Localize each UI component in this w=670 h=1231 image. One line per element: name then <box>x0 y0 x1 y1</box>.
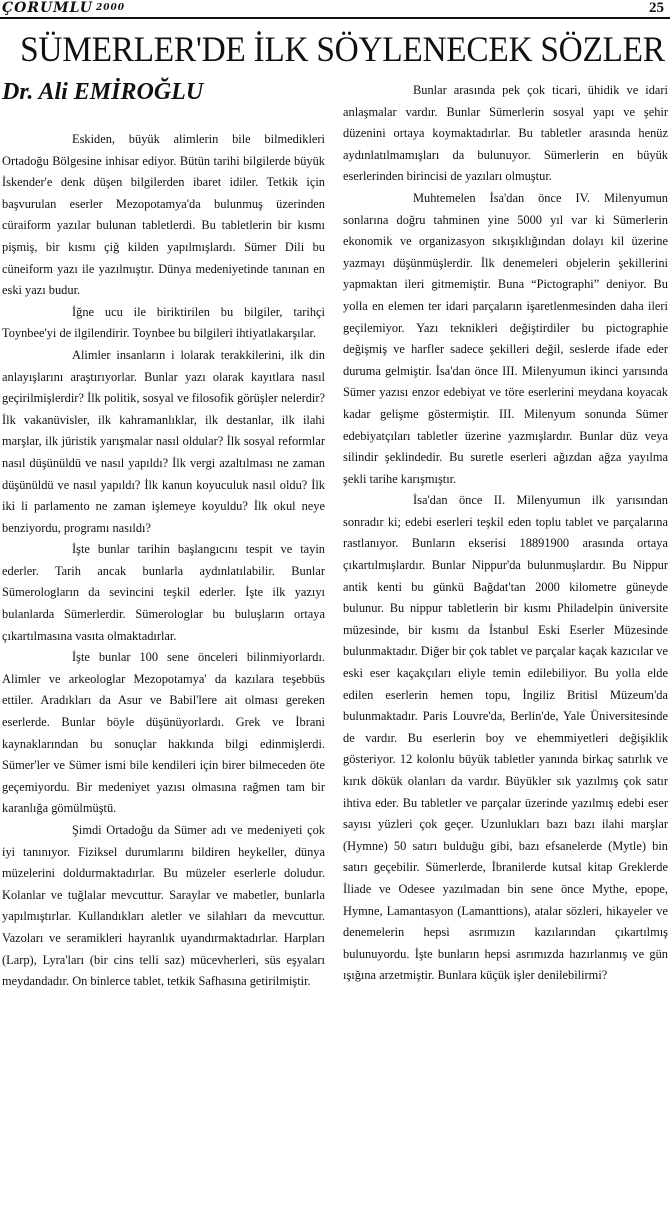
paragraph: Şimdi Ortadoğu da Sümer adı ve medeniyeti çok iyi tanınıyor. Fiziksel durumlarını bildiren heykeller, dünya müzelerini doldurmaktadırlar. Bu müzeler eserlerle doludur. Kolanlar ve tuğlalar mevcuttur. Saraylar ve mabetler, bunlarla yapılmıştırlar. Kullandıkları aletler ve silahları da mevcuttur. Vazoları ve seramikleri hayranlık uyandırmaktadırlar. Harpları (Larp), Lyra'ları (bir cins telli saz) mücevherleri, süs eşyaları meydandadır. On binlerce tablet, tetkik Safhasına getirilmiştir. <box>2 823 325 989</box>
newspaper-brand: ÇORUMLU <box>2 0 93 16</box>
page-header <box>0 0 670 22</box>
paragraph: İşte bunlar tarihin başlangıcını tespit ve tayin ederler. Tarih ancak bunlarla aydınlatılabilir. Bunlar Sümerologların da sevincini teşkil ederler. İşte ilk yazıyı bulanlarda Sümerlerdir. Sümerologlar bu buluşların ortaya çıkartılmasına vasıta olmaktadırlar. <box>2 542 325 643</box>
header-divider <box>0 17 670 19</box>
paragraph: Muhtemelen İsa'dan önce IV. Milenyumun sonlarına doğru tahminen yine 5000 yıl var ki Sümerlerin ekonomik ve organizasyon sıkışıklığından dolayı kil üzerine yazmayı düşünmüşlerdir. İlk denemeleri objelerin şekillerini yapmaktan ileri gitmemiştir. Buna “Pictographi” deniyor. Bu yolla en elemen ter idari parçaların işaretlenmesinden daha ileri geçilemiyor. Yazı teknikleri değiştirdiler bu pictographie değişmiş ve harfler sadece şekilleri değil, seslerde ifade eder duruma gelmiştir. İsa'dan önce III. Milenyumun ikinci yarısında Sümer yazısı enzor edebiyat ve töre eserlerini meydana koyacak kadar gelişme göstermiştir. III. Milenyum sonunda Sümer edebiyatçıları tabletler üzerine yazmışlardır. Bunlar düz veya silindir şeklindedir. Bu suretle eserleri ağızdan ağza yayılma şekli tarihe karışmıştır. <box>343 190 668 486</box>
paragraph: İsa'dan önce II. Milenyumun ilk yarısından sonradır ki; edebi eserleri teşkil eden toplu tablet ve parçalarına rastlanıyor. Bunların ekserisi 18891900 arasında ortaya çıkartılmışlardır. Bunlar Nippur'da bulunmuşlardır. Bu Nippur antik kenti bu günkü Bağdat'tan 2000 kilometre güneyde bulunur. Bu nippur tabletlerin bir kısmı Philadelpin üniversite müzesinde, bir kısmı da İstanbul Eski Eserler Müzesinde bulunmaktadır. Diğer bir çok tablet ve parçalar kaçak kazıcılar ve eski eser kaçakçıları eliyle temin edilebiliyor. Bu yolla elde edilen eserlerin hemen topu, İngiliz Britisl Müzeum'da bulunmaktadır. Paris Louvre'da, Berlin'de, Yale Üniversitesinde de vardır. Bu eserlerin boy ve ehemmiyetleri değişiklik gösteriyor. 12 kolonlu büyük tabletler yanında birkaç satırlık ve kırık dökük olanları da vardır. Büyükler sık yazılmış çok satır ihtiva eder. Bu tabletler ve parçalar üzerinde yazılmış edebi eser sayısı yüzleri çok geçer. Uzunlukları bazı bazı ilahi marşlar (Hymne) 50 satırı bulduğu gibi, bazı efsanelerde (Mytle) bin satırı geçebilir. Sümerlerde, İbranilerde kutsal kitap Greklerde İliade ve Odesee yazılmadan bin sene önce Mythe, epope, Hymne, Lamantasyon (Lamanttions), atalar sözleri, hikayeler ve denemelerin hepsi asrımızın kazılarından çıkartılmış bulunuyordu. İşte bunların hepsi asrımızda hazırlanmış ve gün ışığına arzetmiştir. Bunlara küçük işler denilebilirmi? <box>343 493 668 983</box>
paragraph: Bunlar arasında pek çok ticari, ühidik ve idari anlaşmalar vardır. Bunlar Sümerlerin sosyal yapı ve şehir düzenini ortaya koymaktadırlar. Bu tabletler arasında henüz aydınlatılmamışları da bulunuyor. Sümerlerin en büyük eserlerinden birincisi de yazıları olmuştur. <box>343 83 668 184</box>
left-column <box>2 129 325 1225</box>
article-title: SÜMERLER'DE İLK SÖYLENECEK SÖZLER <box>20 29 665 69</box>
paragraph: Alimler insanların i lolarak terakkilerini, ilk din anlayışlarını araştırıyorlar. Bunlar yazı olarak kayıtlara nasıl geçirilmişlerdir? İlk politik, sosyal ve filosofik görüşler nelerdir? İlk vakanüvisler, ilk kahramanlıklar, ilk destanlar, ilk ilahi marşlar, ilk jüristik yarışmalar nasıl oldular? İlk sosyal reformlar nasıl düşünüldü ve nasıl yapıldı? İlk vergi azaltılması ne zaman düşünüldü ve nasıl yapıldı? İlk kanun koyuculuk nasıl oldu? İlk iki li parlamento ne zaman işlemeye koyuldu? İlk okul neye benziyordu, programı nasıldı? <box>2 347 325 535</box>
right-column <box>343 80 668 1228</box>
article-author: Dr. Ali EMİROĞLU <box>2 79 204 105</box>
paragraph: İşte bunlar 100 sene önceleri bilinmiyorlardı. Alimler ve arkeologlar Mezopotamya' da kazılara teşebbüs ettiler. Aradıkları da Asur ve Babil'lere ait olması gereken eserlerde. Bunlar böyle düşünüyorlardı. Grek ve İbrani kaynaklarından bu sonuçlar hakkında bilgi edinmişlerdi. Sümer'ler ve Sümer ismi bile kendileri için birer bilmeceden öte geçemiyordu. Bir medeniyet yazısı olmasına rağmen tam bir karanlığa gömülmüştü. <box>2 650 325 816</box>
paragraph: Eskiden, büyük alimlerin bile bilmedikleri Ortadoğu Bölgesine inhisar ediyor. Bütün tarihi bilgilerde büyük İskender'e denk düşen bilgilerden ibaret idiler. Tetkik için başvurulan eserler Mezopotamya'da bulunmuş üzerinden cüraiform yazılar bulunan tabletlerdi. Bu tabletlerin bir kısmı pişmiş, bir kısmı çiğ kilden yapılmışlardı. Sümer Dili bu cüneiform yazı ile yazılmıştır. Dünya medeniyetinde tanınan en eski yazı budur. <box>2 132 325 298</box>
issue-year: 2000 <box>96 3 126 13</box>
page-number: 25 <box>649 0 664 16</box>
paragraph: İğne ucu ile biriktirilen bu bilgiler, tarihçi Toynbee'yi de ilgilendirir. Toynbee bu bilgileri ihtiyatlakarşılar. <box>2 304 325 341</box>
